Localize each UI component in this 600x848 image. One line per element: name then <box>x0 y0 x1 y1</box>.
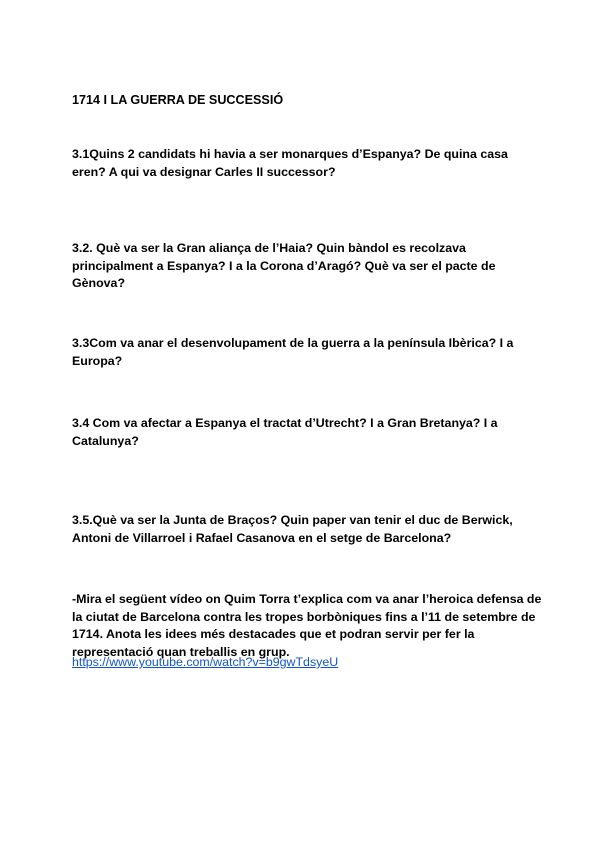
video-task-instructions: -Mira el següent vídeo on Quim Torra t’explica com va anar l’heroica defensa de la ciutat de Barcelona contra les tropes borbòniques fins a l’11 de setembre de 1714. Anota les idees més destacades que et podran servir per fer la representació quan treballis en grup. <box>72 592 542 659</box>
question-3-5: 3.5.Què va ser la Junta de Braços? Quin paper van tenir el duc de Berwick, Antoni de Villarroel i Rafael Casanova en el setge de Barcelona? <box>72 513 513 545</box>
question-3-4: 3.4 Com va afectar a Espanya el tractat d’Utrecht? I a Gran Bretanya? I a Catalunya? <box>72 416 498 448</box>
question-3-2: 3.2. Què va ser la Gran aliança de l’Haia? Quin bàndol es recolzava principalment a Espanya? I a la Corona d’Aragó? Què va ser el pacte de Gènova? <box>72 241 496 290</box>
question-3-1: 3.1Quins 2 candidats hi havia a ser monarques d’Espanya? De quina casa eren? A qui va designar Carles II successor? <box>72 147 508 179</box>
question-3-3: 3.3Com va anar el desenvolupament de la guerra a la península Ibèrica? I a Europa? <box>72 336 514 368</box>
youtube-video-link[interactable]: https://www.youtube.com/watch?v=b9gwTdsyeU <box>72 655 339 669</box>
document-title: 1714 I LA GUERRA DE SUCCESSIÓ <box>72 93 284 107</box>
